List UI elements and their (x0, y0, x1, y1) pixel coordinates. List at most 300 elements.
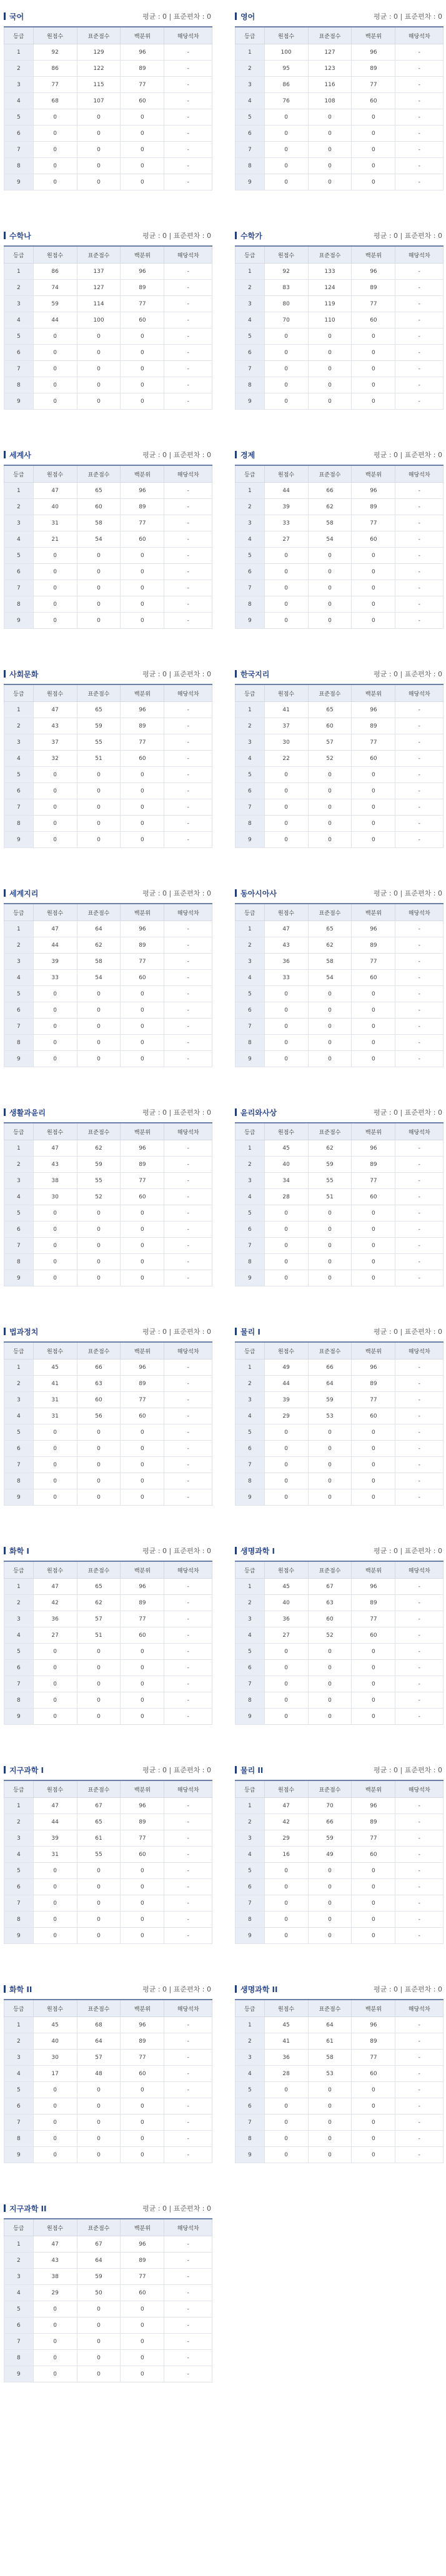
table-cell: 0 (77, 596, 121, 613)
title-marker (4, 670, 6, 678)
table-row (235, 2131, 444, 2147)
avg-label: 평균 (374, 1108, 387, 1117)
title-marker (235, 889, 237, 897)
table-cell: 1 (235, 1579, 265, 1595)
table-cell: 0 (33, 109, 77, 126)
table-row (235, 393, 444, 410)
stats-divider: | (169, 1108, 172, 1117)
column-header: 등급 (4, 2219, 34, 2236)
table-cell: - (395, 1408, 444, 1424)
table-cell: 7 (4, 2334, 34, 2350)
table-cell: 64 (77, 921, 121, 937)
table-cell: 9 (4, 2147, 34, 2163)
column-header: 백분위 (352, 465, 395, 483)
table-cell: - (164, 2334, 212, 2350)
table-cell: 55 (77, 1847, 121, 1863)
subject-stats (374, 1326, 442, 1336)
table-cell: 92 (33, 44, 77, 61)
column-header: 표준점수 (308, 1561, 352, 1579)
table-cell: - (164, 515, 212, 531)
table-cell: 77 (352, 1611, 395, 1627)
stats-divider: | (400, 1328, 403, 1336)
title-marker (235, 12, 237, 20)
avg-label: 평균 (374, 451, 387, 459)
column-header: 등급 (4, 1780, 34, 1798)
table-cell: - (164, 921, 212, 937)
table-row (4, 718, 212, 734)
table-cell: 8 (4, 2131, 34, 2147)
avg-value: 0 (394, 1985, 399, 1993)
table-cell: - (164, 816, 212, 832)
avg-label: 평균 (374, 889, 387, 897)
table-cell: - (164, 483, 212, 499)
title-marker (4, 232, 6, 239)
table-row (235, 109, 444, 126)
table-cell: - (395, 1019, 444, 1035)
table-cell: 60 (121, 2285, 164, 2301)
column-header: 해당석차 (395, 246, 444, 264)
table-row (235, 751, 444, 767)
table-cell: 0 (264, 126, 308, 142)
table-cell: 0 (77, 548, 121, 564)
table-cell: 45 (264, 1140, 308, 1157)
table-row (235, 986, 444, 1002)
std-label: 표준편차 (173, 1547, 201, 1555)
table-row (4, 1360, 212, 1376)
table-cell: 0 (77, 1473, 121, 1489)
std-sep: : (202, 12, 205, 21)
table-cell: 47 (33, 1798, 77, 1814)
table-row (235, 483, 444, 499)
table-row (4, 1238, 212, 1254)
table-cell: - (164, 596, 212, 613)
table-cell: 0 (352, 1912, 395, 1928)
std-sep: : (202, 2204, 205, 2213)
table-row (4, 1879, 212, 1895)
subject-header (4, 883, 212, 899)
column-header: 원점수 (33, 684, 77, 702)
column-header: 등급 (4, 1342, 34, 1360)
title-marker (4, 1985, 6, 1993)
table-cell: 124 (308, 280, 352, 296)
table-cell: 9 (235, 832, 265, 848)
table-cell: 4 (235, 1627, 265, 1644)
table-cell: 7 (4, 2115, 34, 2131)
column-header: 백분위 (352, 684, 395, 702)
table-cell: 4 (4, 970, 34, 986)
table-cell: 0 (264, 1863, 308, 1879)
table-row (4, 2131, 212, 2147)
table-cell: 0 (33, 377, 77, 393)
table-cell: - (395, 2098, 444, 2115)
table-cell: 127 (308, 44, 352, 61)
table-cell: 89 (352, 937, 395, 954)
table-cell: - (164, 1847, 212, 1863)
table-cell: 70 (308, 1798, 352, 1814)
table-cell: 89 (352, 1157, 395, 1173)
table-cell: 0 (308, 361, 352, 377)
table-cell: 57 (308, 734, 352, 751)
table-row (235, 2098, 444, 2115)
table-cell: 1 (4, 483, 34, 499)
table-cell: 39 (264, 499, 308, 515)
table-cell: 6 (4, 126, 34, 142)
std-sep: : (433, 232, 436, 240)
table-cell: 0 (264, 832, 308, 848)
avg-sep: : (157, 1547, 161, 1555)
avg-value: 0 (394, 451, 399, 459)
table-row (4, 799, 212, 816)
table-cell: 0 (121, 1035, 164, 1051)
table-cell: 0 (33, 328, 77, 345)
table-cell: 0 (77, 799, 121, 816)
column-header: 백분위 (121, 904, 164, 921)
table-row (235, 954, 444, 970)
table-row (235, 312, 444, 328)
table-cell: - (164, 142, 212, 158)
table-cell: 137 (77, 264, 121, 280)
std-value: 0 (207, 1328, 211, 1336)
column-header: 표준점수 (77, 1342, 121, 1360)
table-cell: 8 (4, 377, 34, 393)
table-row (4, 2236, 212, 2253)
table-cell: 0 (264, 2098, 308, 2115)
table-cell: 89 (121, 1814, 164, 1830)
table-cell: 5 (235, 1644, 265, 1660)
table-cell: 66 (308, 1814, 352, 1830)
table-cell: - (395, 1173, 444, 1189)
table-row (4, 280, 212, 296)
table-cell: 0 (33, 2301, 77, 2317)
table-cell: - (164, 1928, 212, 1944)
column-header: 표준점수 (308, 1780, 352, 1798)
table-cell: 0 (352, 1002, 395, 1019)
subject-block (234, 664, 444, 871)
table-row (4, 2301, 212, 2317)
column-header: 표준점수 (308, 904, 352, 921)
table-cell: 1 (4, 921, 34, 937)
table-cell: 0 (77, 1489, 121, 1506)
table-cell: 8 (235, 1254, 265, 1270)
table-cell: - (164, 109, 212, 126)
table-row (4, 126, 212, 142)
table-cell: 0 (264, 1002, 308, 1019)
table-row (235, 816, 444, 832)
table-cell: 0 (33, 1473, 77, 1489)
table-cell: - (395, 783, 444, 799)
stats-divider: | (169, 232, 172, 240)
table-cell: 5 (235, 548, 265, 564)
table-cell: 0 (264, 377, 308, 393)
table-header-row (4, 2219, 212, 2236)
table-row (4, 2017, 212, 2033)
std-sep: : (202, 1547, 205, 1555)
table-row (235, 2082, 444, 2098)
table-cell: 0 (352, 1863, 395, 1879)
table-cell: - (395, 767, 444, 783)
column-header: 등급 (235, 2000, 265, 2017)
column-header: 표준점수 (77, 2219, 121, 2236)
table-cell: 0 (33, 580, 77, 596)
table-cell: 0 (121, 816, 164, 832)
table-row (235, 564, 444, 580)
table-cell: 9 (4, 1709, 34, 1725)
column-header: 해당석차 (395, 684, 444, 702)
subject-stats (374, 888, 442, 898)
table-header-row (235, 1780, 444, 1798)
table-cell: 0 (77, 1035, 121, 1051)
table-cell: - (164, 1627, 212, 1644)
table-cell: - (164, 2366, 212, 2382)
std-value: 0 (207, 2204, 211, 2213)
table-cell: 0 (308, 377, 352, 393)
table-cell: - (164, 361, 212, 377)
table-cell: 0 (33, 1424, 77, 1441)
table-cell: - (395, 564, 444, 580)
subject-block (234, 6, 444, 214)
table-cell: 44 (33, 312, 77, 328)
table-cell: 0 (264, 1879, 308, 1895)
table-cell: 2 (235, 280, 265, 296)
table-cell: - (164, 2033, 212, 2050)
table-cell: 66 (77, 1360, 121, 1376)
table-cell: 77 (121, 1830, 164, 1847)
subject-title: 세계지리 (9, 889, 39, 898)
column-header: 원점수 (33, 1780, 77, 1798)
table-cell: - (164, 126, 212, 142)
subject-title: 생활과윤리 (9, 1108, 46, 1117)
table-cell: 0 (77, 1238, 121, 1254)
table-cell: 77 (352, 77, 395, 93)
table-cell: 7 (235, 799, 265, 816)
table-cell: 64 (308, 1376, 352, 1392)
table-cell: 0 (121, 1895, 164, 1912)
table-cell: - (395, 734, 444, 751)
table-cell: 0 (352, 816, 395, 832)
table-cell: 56 (77, 1408, 121, 1424)
table-row (4, 751, 212, 767)
subject-stats (374, 450, 442, 460)
table-cell: 83 (264, 280, 308, 296)
table-cell: 0 (33, 1205, 77, 1221)
table-cell: 7 (4, 799, 34, 816)
table-cell: 0 (77, 1424, 121, 1441)
table-cell: 3 (4, 734, 34, 751)
std-value: 0 (438, 1766, 442, 1774)
table-row (4, 1457, 212, 1473)
column-header: 백분위 (121, 2219, 164, 2236)
table-cell: 59 (308, 1830, 352, 1847)
table-cell: 96 (121, 1579, 164, 1595)
score-table (235, 1780, 444, 1944)
table-cell: 0 (121, 158, 164, 174)
avg-label: 평균 (142, 889, 156, 897)
table-cell: 77 (33, 77, 77, 93)
table-row (4, 937, 212, 954)
column-header: 해당석차 (395, 1561, 444, 1579)
subject-block (2, 1102, 212, 1310)
table-cell: - (164, 499, 212, 515)
column-header: 해당석차 (164, 27, 212, 44)
column-header: 등급 (235, 684, 265, 702)
table-cell: 0 (121, 613, 164, 629)
table-cell: 4 (4, 2285, 34, 2301)
subject-stats (142, 888, 211, 898)
column-header: 백분위 (121, 1342, 164, 1360)
table-cell: 36 (33, 1611, 77, 1627)
table-cell: 64 (77, 2253, 121, 2269)
table-cell: 0 (121, 2131, 164, 2147)
std-value: 0 (438, 1328, 442, 1336)
table-cell: 60 (121, 1189, 164, 1205)
table-cell: 2 (4, 499, 34, 515)
subject-stats (374, 1107, 442, 1117)
table-cell: 0 (121, 1254, 164, 1270)
std-sep: : (433, 889, 436, 897)
table-cell: - (395, 499, 444, 515)
score-table (235, 684, 444, 848)
table-cell: - (395, 345, 444, 361)
std-sep: : (433, 670, 436, 678)
table-cell: 0 (121, 2147, 164, 2163)
table-cell: - (164, 548, 212, 564)
subject-header (235, 445, 444, 461)
table-cell: 0 (352, 1019, 395, 1035)
column-header: 등급 (235, 1561, 265, 1579)
table-cell: 8 (235, 1035, 265, 1051)
score-table (235, 245, 444, 410)
table-cell: 47 (33, 921, 77, 937)
table-cell: 0 (121, 783, 164, 799)
table-cell: 0 (77, 174, 121, 190)
avg-sep: : (157, 1766, 161, 1774)
table-cell: - (164, 531, 212, 548)
avg-sep: : (389, 1547, 392, 1555)
table-cell: - (395, 1035, 444, 1051)
table-cell: 55 (77, 1173, 121, 1189)
table-cell: 0 (33, 1863, 77, 1879)
table-cell: 0 (352, 548, 395, 564)
table-cell: 68 (77, 2017, 121, 2033)
table-row (235, 1928, 444, 1944)
table-cell: 3 (4, 2050, 34, 2066)
avg-value: 0 (394, 1328, 399, 1336)
table-cell: - (164, 1611, 212, 1627)
table-cell: 0 (308, 767, 352, 783)
table-cell: 0 (352, 580, 395, 596)
column-header: 해당석차 (164, 246, 212, 264)
table-cell: 0 (121, 1660, 164, 1676)
table-cell: 63 (308, 1595, 352, 1611)
table-cell: 1 (4, 2017, 34, 2033)
table-cell: 0 (121, 377, 164, 393)
table-cell: 1 (4, 1140, 34, 1157)
table-row (235, 1863, 444, 1879)
column-header: 표준점수 (77, 2000, 121, 2017)
column-header: 해당석차 (395, 1780, 444, 1798)
table-cell: 6 (4, 345, 34, 361)
table-cell: 0 (352, 1441, 395, 1457)
stats-divider: | (169, 1547, 172, 1555)
table-cell: 53 (308, 2066, 352, 2082)
table-cell: - (395, 954, 444, 970)
table-cell: - (164, 1019, 212, 1035)
table-cell: 1 (235, 1140, 265, 1157)
table-cell: 0 (121, 1238, 164, 1254)
table-cell: 6 (4, 2098, 34, 2115)
table-row (235, 1830, 444, 1847)
table-cell: - (395, 1879, 444, 1895)
std-value: 0 (207, 232, 211, 240)
table-cell: 96 (352, 1360, 395, 1376)
subject-title: 물리 I (240, 1328, 260, 1336)
subject-stats (374, 230, 442, 240)
table-cell: 39 (33, 954, 77, 970)
table-cell: - (395, 93, 444, 109)
table-row (4, 1157, 212, 1173)
table-cell: 0 (33, 2082, 77, 2098)
table-cell: - (164, 312, 212, 328)
table-cell: - (164, 2066, 212, 2082)
table-cell: 6 (4, 783, 34, 799)
title-marker (235, 1547, 237, 1554)
stats-divider: | (400, 889, 403, 897)
table-cell: 80 (264, 296, 308, 312)
std-label: 표준편차 (173, 1108, 201, 1117)
table-cell: 60 (77, 499, 121, 515)
table-cell: 0 (121, 1424, 164, 1441)
avg-value: 0 (162, 2204, 167, 2213)
table-row (4, 1473, 212, 1489)
table-cell: 0 (264, 1457, 308, 1473)
table-cell: 64 (77, 2033, 121, 2050)
stats-divider: | (400, 12, 403, 21)
column-header: 등급 (4, 246, 34, 264)
table-cell: - (395, 174, 444, 190)
table-cell: - (395, 1595, 444, 1611)
table-cell: 8 (4, 1035, 34, 1051)
table-cell: 47 (264, 921, 308, 937)
table-cell: - (395, 2017, 444, 2033)
table-cell: 0 (77, 1895, 121, 1912)
table-row (235, 1205, 444, 1221)
table-cell: - (395, 548, 444, 564)
table-cell: 7 (235, 1676, 265, 1692)
table-cell: 0 (352, 1692, 395, 1709)
avg-sep: : (157, 1328, 161, 1336)
table-cell: 0 (121, 1205, 164, 1221)
table-cell: 0 (308, 1489, 352, 1506)
subject-title: 지구과학 I (9, 1766, 44, 1775)
table-row (4, 1221, 212, 1238)
table-row (235, 1611, 444, 1627)
table-header-row (235, 1123, 444, 1140)
table-cell: 0 (33, 345, 77, 361)
table-cell: 89 (121, 280, 164, 296)
table-cell: 77 (352, 954, 395, 970)
table-cell: - (395, 1254, 444, 1270)
table-row (4, 499, 212, 515)
table-cell: - (395, 613, 444, 629)
table-cell: 70 (264, 312, 308, 328)
table-cell: 29 (264, 1408, 308, 1424)
table-cell: 62 (308, 937, 352, 954)
table-cell: - (164, 1051, 212, 1067)
score-table (4, 903, 212, 1067)
table-cell: 3 (235, 1173, 265, 1189)
table-cell: 0 (352, 2131, 395, 2147)
table-cell: 5 (4, 2082, 34, 2098)
